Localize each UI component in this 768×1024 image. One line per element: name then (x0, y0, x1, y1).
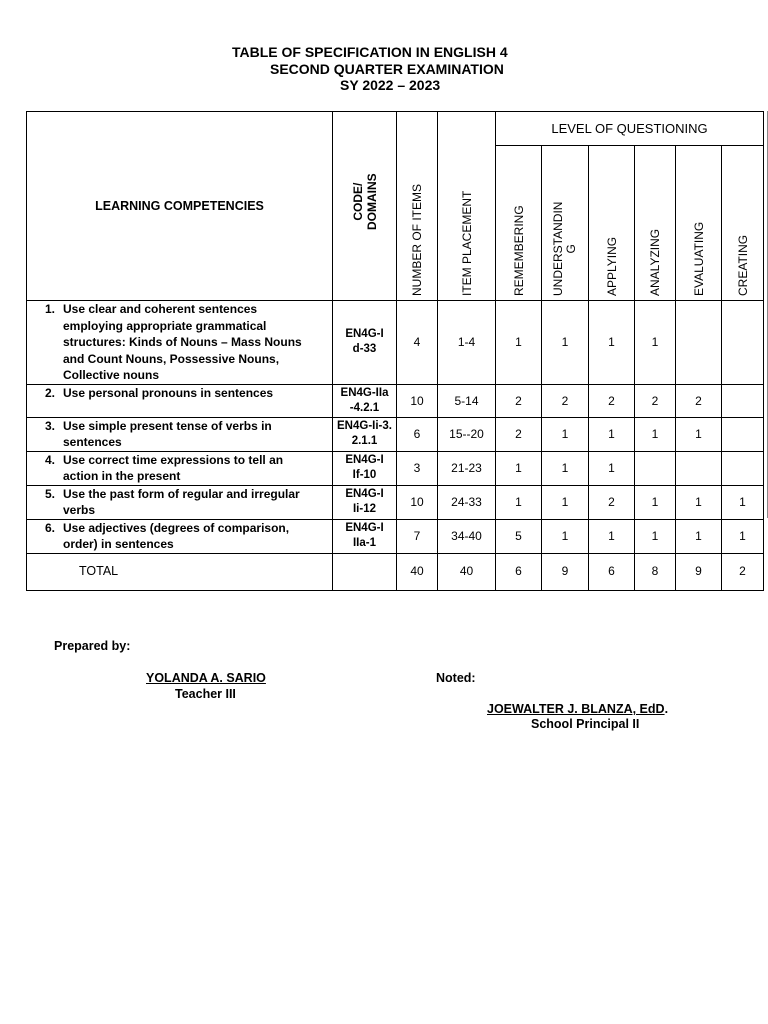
table-row (27, 384, 764, 417)
level-cell: 2 (635, 384, 676, 417)
level-cell: 2 (589, 485, 635, 519)
level-cell: 1 (676, 519, 722, 553)
level-cell: 1 (676, 417, 722, 451)
noter-name: JOEWALTER J. BLANZA, EdD (487, 702, 665, 716)
code-cell: EN4G-IIa-4.2.1 (333, 384, 397, 417)
table-row (27, 485, 764, 519)
preparer-role: Teacher III (175, 687, 236, 701)
level-cell (676, 301, 722, 385)
level-cell: 1 (635, 417, 676, 451)
code-cell: EN4G-IIi-12 (333, 485, 397, 519)
header-remembering: REMEMBERING (496, 146, 542, 301)
table-row (27, 301, 764, 385)
competency-cell: 1. Use clear and coherent sentences employing appropriate grammatical structures: Kinds of Nouns – Mass Nouns and Count Nouns, Possessive Nouns, Collective nouns (27, 301, 333, 385)
level-cell: 1 (676, 485, 722, 519)
header-code-line1: CODE/ (350, 182, 365, 221)
level-cell: 2 (496, 417, 542, 451)
level-cell: 2 (496, 384, 542, 417)
header-creating: CREATING (722, 146, 764, 301)
placement-cell: 15--20 (438, 417, 496, 451)
total-label: TOTAL (27, 553, 333, 590)
level-cell: 1 (589, 451, 635, 485)
total-level: 8 (635, 553, 676, 590)
level-cell: 1 (496, 451, 542, 485)
total-code (333, 553, 397, 590)
level-cell: 1 (496, 485, 542, 519)
placement-cell: 5-14 (438, 384, 496, 417)
level-cell: 1 (542, 417, 589, 451)
prepared-by-label: Prepared by: (54, 639, 131, 653)
competency-cell: 3. Use simple present tense of verbs in sentences (27, 417, 333, 451)
level-cell: 2 (676, 384, 722, 417)
noter-name-block (487, 702, 668, 716)
total-level: 6 (589, 553, 635, 590)
level-cell: 5 (496, 519, 542, 553)
items-cell: 10 (397, 384, 438, 417)
total-placement: 40 (438, 553, 496, 590)
code-cell: EN4G-IIf-10 (333, 451, 397, 485)
preparer-name: YOLANDA A. SARIO (146, 671, 266, 685)
header-learning-competencies: LEARNING COMPETENCIES (27, 112, 333, 301)
level-cell (722, 417, 764, 451)
level-cell (722, 451, 764, 485)
competency-cell: 4. Use correct time expressions to tell an action in the present (27, 451, 333, 485)
competency-cell: 2. Use personal pronouns in sentences (27, 384, 333, 417)
level-cell: 1 (589, 519, 635, 553)
level-cell: 1 (542, 485, 589, 519)
total-level: 9 (676, 553, 722, 590)
level-cell: 1 (635, 485, 676, 519)
total-level: 2 (722, 553, 764, 590)
school-year: SY 2022 – 2023 (340, 77, 441, 93)
document-subtitle: SECOND QUARTER EXAMINATION (270, 61, 504, 77)
level-cell: 1 (589, 301, 635, 385)
header-understanding: UNDERSTANDIN G (542, 146, 589, 301)
table-row (27, 451, 764, 485)
total-level: 6 (496, 553, 542, 590)
header-number-of-items: NUMBER OF ITEMS (397, 112, 438, 301)
table-row (27, 417, 764, 451)
level-cell: 1 (542, 301, 589, 385)
level-cell: 1 (542, 451, 589, 485)
header-applying: APPLYING (589, 146, 635, 301)
placement-cell: 24-33 (438, 485, 496, 519)
level-cell: 2 (589, 384, 635, 417)
table-row (27, 519, 764, 553)
items-cell: 3 (397, 451, 438, 485)
specification-table (26, 111, 764, 591)
header-code-line2: DOMAINS (364, 173, 379, 230)
level-cell (722, 301, 764, 385)
placement-cell: 21-23 (438, 451, 496, 485)
level-cell: 1 (496, 301, 542, 385)
header-level-of-questioning: LEVEL OF QUESTIONING (496, 112, 764, 146)
placement-cell: 1-4 (438, 301, 496, 385)
code-cell: EN4G-IIIa-1 (333, 519, 397, 553)
level-cell: 1 (542, 519, 589, 553)
competency-cell: 5. Use the past form of regular and irregular verbs (27, 485, 333, 519)
level-cell: 1 (589, 417, 635, 451)
noter-role: School Principal II (531, 717, 640, 731)
header-analyzing: ANALYZING (635, 146, 676, 301)
code-cell: EN4G-Ii-3.2.1.1 (333, 417, 397, 451)
header-code-domains (333, 112, 397, 301)
document-title: TABLE OF SPECIFICATION IN ENGLISH 4 (232, 44, 508, 60)
total-row (27, 553, 764, 590)
level-cell: 1 (635, 301, 676, 385)
code-cell: EN4G-Id-33 (333, 301, 397, 385)
items-cell: 7 (397, 519, 438, 553)
level-cell: 1 (635, 519, 676, 553)
level-cell: 2 (542, 384, 589, 417)
level-cell: 1 (722, 485, 764, 519)
items-cell: 4 (397, 301, 438, 385)
items-cell: 6 (397, 417, 438, 451)
header-item-placement: ITEM PLACEMENT (438, 112, 496, 301)
total-items: 40 (397, 553, 438, 590)
level-cell (722, 384, 764, 417)
level-cell (676, 451, 722, 485)
level-cell: 1 (722, 519, 764, 553)
header-evaluating: EVALUATING (676, 146, 722, 301)
level-cell (635, 451, 676, 485)
competency-cell: 6. Use adjectives (degrees of comparison, order) in sentences (27, 519, 333, 553)
items-cell: 10 (397, 485, 438, 519)
placement-cell: 34-40 (438, 519, 496, 553)
total-level: 9 (542, 553, 589, 590)
noter-name-suffix: . (664, 702, 669, 716)
noted-label: Noted: (436, 671, 476, 685)
